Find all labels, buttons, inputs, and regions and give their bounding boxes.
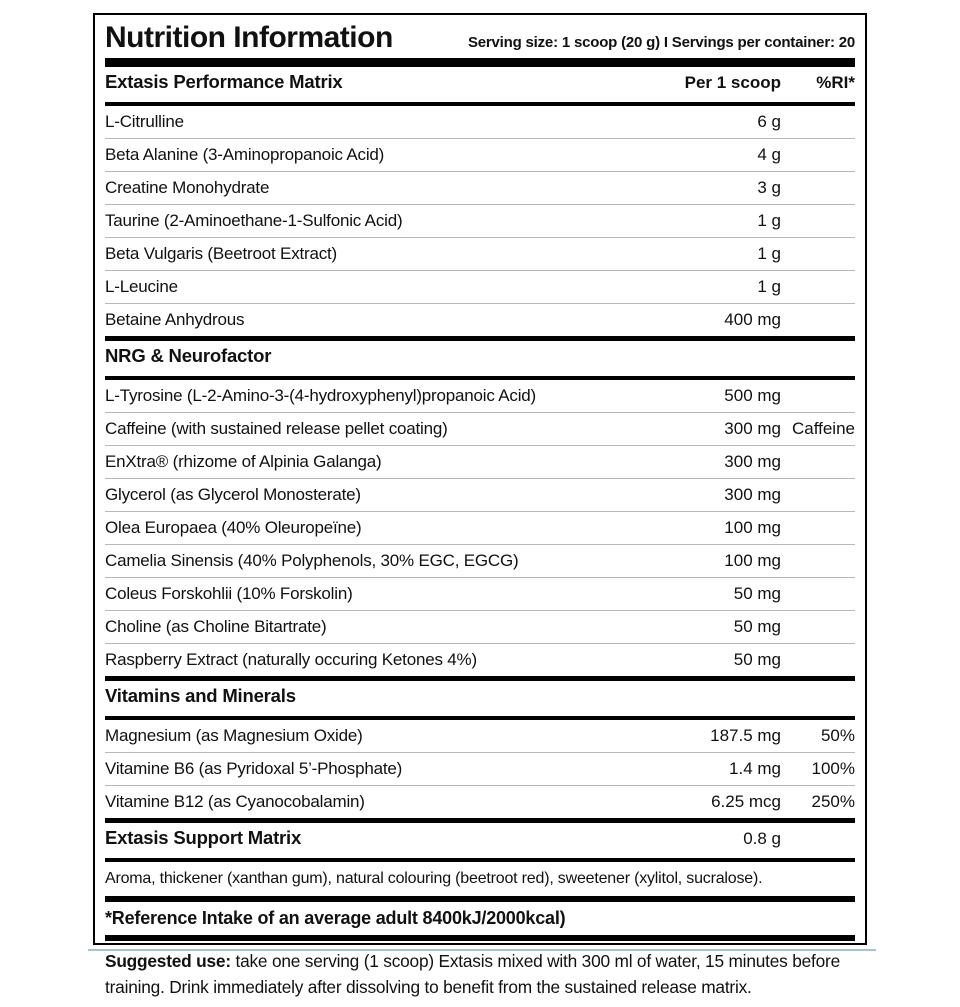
ingredient-name: Coleus Forskohlii (10% Forskolin) (105, 584, 663, 604)
ingredient-row (105, 204, 855, 237)
ingredient-amount: 6.25 mcg (663, 792, 781, 812)
ingredient-name: Vitamine B12 (as Cyanocobalamin) (105, 792, 663, 812)
ingredient-name: Taurine (2-Aminoethane-1-Sulfonic Acid) (105, 211, 663, 231)
ingredient-amount: 500 mg (663, 386, 781, 406)
ingredient-row (105, 478, 855, 511)
ingredient-row (105, 610, 855, 643)
ingredient-name: Vitamine B6 (as Pyridoxal 5’-Phosphate) (105, 759, 663, 779)
ingredient-row (105, 577, 855, 610)
suggested-use-label: Suggested use: (105, 951, 231, 971)
ingredient-name: Olea Europaea (40% Oleuropeïne) (105, 518, 663, 538)
ingredient-name: L-Tyrosine (L-2-Amino-3-(4-hydroxyphenyl)propanoic Acid) (105, 386, 663, 406)
ingredient-row (105, 380, 855, 412)
ingredient-row (105, 237, 855, 270)
section-name: Vitamins and Minerals (105, 685, 855, 707)
ingredient-row (105, 511, 855, 544)
ingredient-name: Glycerol (as Glycerol Monosterate) (105, 485, 663, 505)
title-divider-bar (105, 58, 855, 67)
ingredient-amount: 50 mg (663, 650, 781, 670)
ingredient-name: EnXtra® (rhizome of Alpinia Galanga) (105, 452, 663, 472)
reference-intake-note: *Reference Intake of an average adult 8400kJ/2000kcal) (105, 902, 855, 935)
column-header-amount: Per 1 scoop (663, 73, 781, 93)
ingredient-ri: 100% (781, 759, 855, 779)
ingredient-ri: 50% (781, 726, 855, 746)
ingredient-row (105, 303, 855, 336)
ingredient-amount: 3 g (663, 178, 781, 198)
ingredient-name: Beta Alanine (3-Aminopropanoic Acid) (105, 145, 663, 165)
ingredient-amount: 1.4 mg (663, 759, 781, 779)
ingredient-row (105, 171, 855, 204)
ingredient-row (105, 720, 855, 752)
ingredient-name: Beta Vulgaris (Beetroot Extract) (105, 244, 663, 264)
sections-container (105, 67, 855, 862)
ingredient-row (105, 270, 855, 303)
ingredient-name: Raspberry Extract (naturally occuring Ketones 4%) (105, 650, 663, 670)
ingredient-amount: 1 g (663, 244, 781, 264)
section-header (105, 823, 855, 858)
column-header-ri: %RI* (781, 73, 855, 93)
section-name: NRG & Neurofactor (105, 345, 855, 367)
ingredient-amount: 300 mg (663, 485, 781, 505)
ingredient-amount: 50 mg (663, 584, 781, 604)
ingredient-name: Choline (as Choline Bitartrate) (105, 617, 663, 637)
ingredient-row (105, 785, 855, 818)
suggested-use-text: take one serving (1 scoop) Extasis mixed with 300 ml of water, 15 minutes before training. Drink immediately after dissolving to benefit from the sustained release matrix. (105, 951, 840, 998)
ingredient-amount: 300 mg (663, 452, 781, 472)
label-title: Nutrition Information (105, 22, 393, 54)
ingredient-amount: 300 mg (663, 419, 781, 439)
bottom-accent-line (88, 949, 876, 951)
section-name: Extasis Support Matrix (105, 827, 663, 849)
ingredient-amount: 4 g (663, 145, 781, 165)
ingredient-amount: 100 mg (663, 551, 781, 571)
ingredient-name: Magnesium (as Magnesium Oxide) (105, 726, 663, 746)
other-ingredients-text: Aroma, thickener (xanthan gum), natural colouring (beetroot red), sweetener (xylitol, sucralose). (105, 862, 855, 896)
ingredient-ri: 250% (781, 792, 855, 812)
ingredient-amount: 100 mg (663, 518, 781, 538)
section-header (105, 67, 855, 102)
ingredient-name: Betaine Anhydrous (105, 310, 663, 330)
section-header (105, 341, 855, 376)
ingredient-row (105, 412, 855, 445)
ingredient-row (105, 445, 855, 478)
ingredient-name: Creatine Monohydrate (105, 178, 663, 198)
section-amount-value: 0.8 g (663, 829, 781, 849)
ingredient-name: L-Leucine (105, 277, 663, 297)
section-name: Extasis Performance Matrix (105, 71, 663, 93)
ingredient-ri: Caffeine (781, 419, 855, 439)
ingredient-amount: 187.5 mg (663, 726, 781, 746)
ingredient-row (105, 138, 855, 171)
ingredient-amount: 6 g (663, 112, 781, 132)
ingredient-name: Caffeine (with sustained release pellet coating) (105, 419, 663, 439)
ingredient-amount: 1 g (663, 277, 781, 297)
ingredient-amount: 1 g (663, 211, 781, 231)
ingredient-amount: 50 mg (663, 617, 781, 637)
ingredient-row (105, 752, 855, 785)
serving-info: Serving size: 1 scoop (20 g) I Servings per container: 20 (405, 34, 855, 54)
ingredient-amount: 400 mg (663, 310, 781, 330)
ingredient-row (105, 106, 855, 138)
ingredient-row (105, 544, 855, 577)
nutrition-label (93, 13, 867, 945)
label-header (105, 15, 855, 58)
ingredient-name: Camelia Sinensis (40% Polyphenols, 30% EGC, EGCG) (105, 551, 663, 571)
ingredient-row (105, 643, 855, 676)
ingredient-name: L-Citrulline (105, 112, 663, 132)
section-header (105, 681, 855, 716)
